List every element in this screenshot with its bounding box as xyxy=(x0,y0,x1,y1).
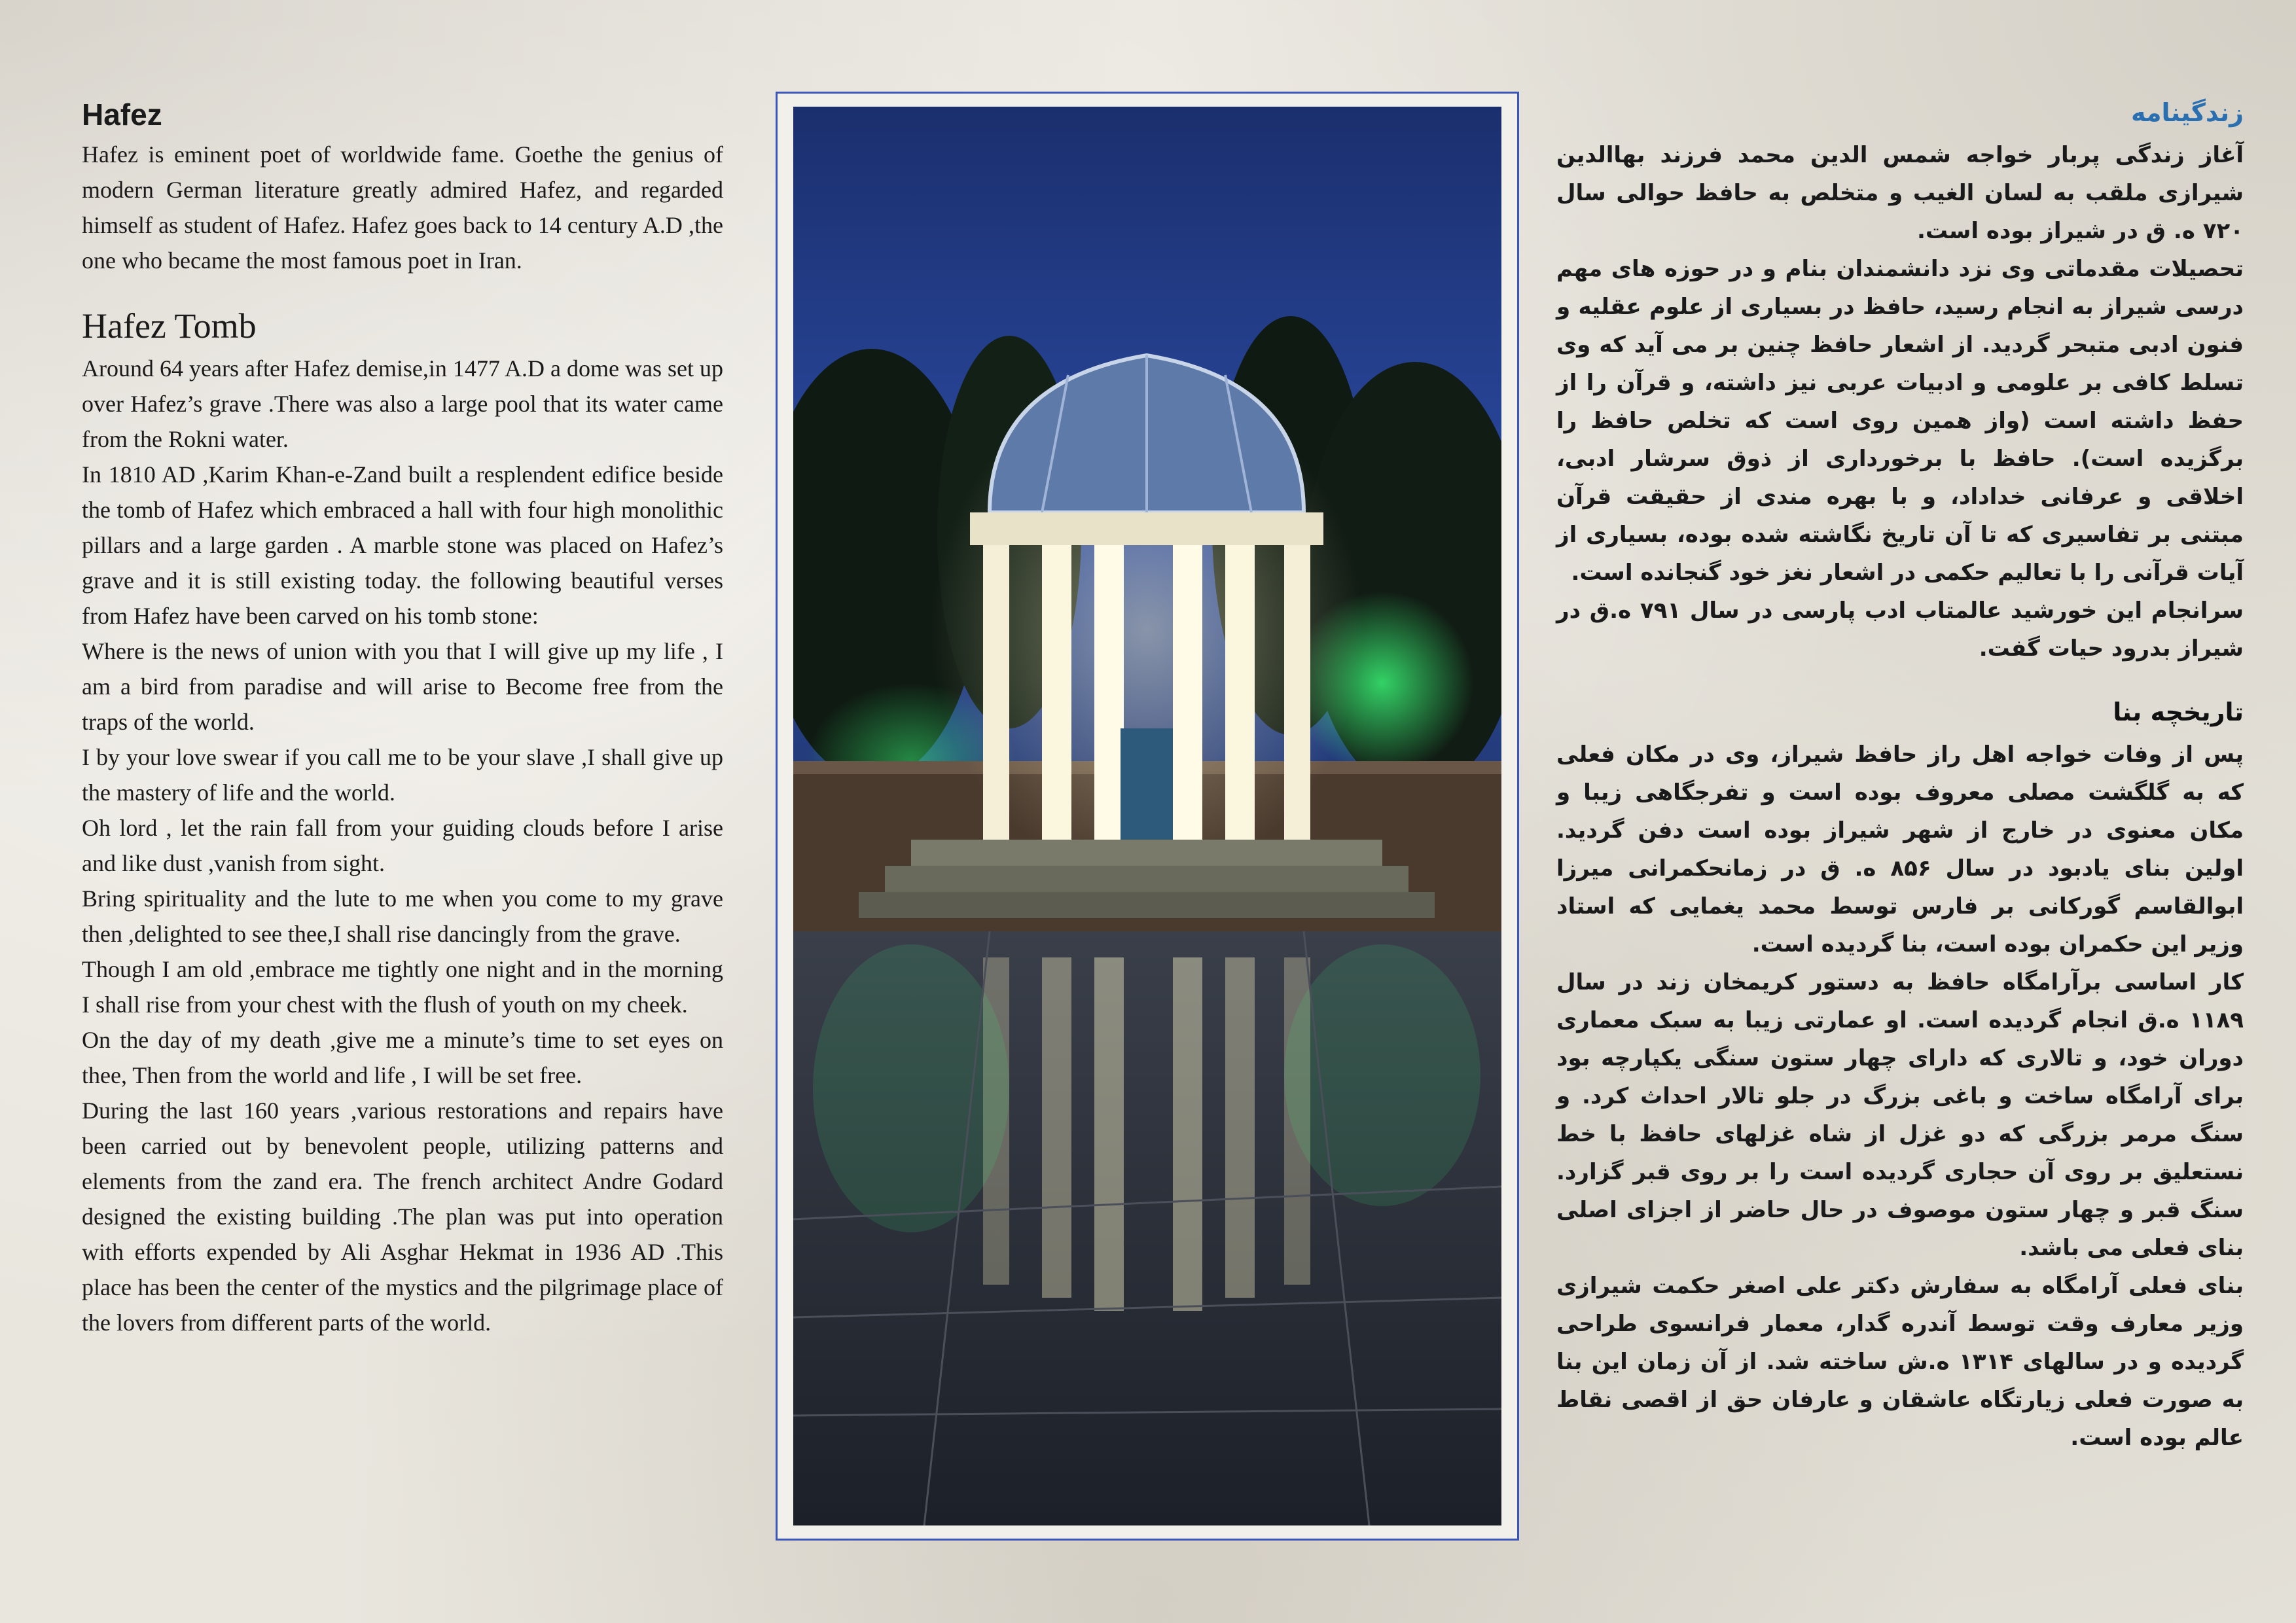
biography-title: زندگینامه xyxy=(2130,98,2244,127)
verse-paragraph: On the day of my death ,give me a minute’s time to set eyes on thee, Then from the world and life , I will be set free. xyxy=(82,1026,723,1088)
hafez-tomb-photo xyxy=(793,107,1501,1525)
verse-paragraph: Oh lord , let the rain fall from your guiding clouds before I arise and like dust ,vanish from sight. xyxy=(82,814,723,876)
hafez-paragraph: Hafez is eminent poet of worldwide fame. Goethe the genius of modern German literature greatly admired Hafez, and regarded himself as student of Hafez. Hafez goes back to 14 century A.D ,the one who became the most famous poet in Iran. xyxy=(82,141,723,274)
verse-paragraph: Bring spirituality and the lute to me when you come to my grave then ,delighted to see thee,I shall rise dancingly from the grave. xyxy=(82,885,723,947)
biography-paragraph: تحصیلات مقدماتی وی نزد دانشمندان بنام و در حوزه های مهم درسی شیراز به انجام رسید، حافظ در بسیاری از علوم عقلیه و فنون ادبی متبحر گردید. از اشعار حافظ چنین بر می آید که وی تسلط کافی بر علومی و ادبیات عربی نیز داشته، و قرآن را از حفظ داشته است (واز همین روی است که تخلص حافظ را برگزیده است). حافظ با برخورداری از ذوق سرشار ادبی، اخلاقی و عرفانی خداداد، و با بهره مندی از حقیقت قرآن مبتنی بر تفاسیری که تا آن تاریخ نگاشته شده بوده، بسیاری از آیات قرآنی را با تعالیم حکمی در اشعار نغز خود گنجانده است. xyxy=(1556,256,2244,586)
persian-column xyxy=(1556,98,2244,1457)
verse-paragraph: Where is the news of union with you that I will give up my life , I am a bird from paradise and will arise to Become free from the traps of the world. xyxy=(82,637,723,735)
tomb-paragraph: During the last 160 years ,various restorations and repairs have been carried out by benevolent people, utilizing patterns and elements from the zand era. The french architect Andre Godard designed the existing building .The plan was put into operation with efforts expended by Ali Asghar Hekmat in 1936 AD .This place has been the center of the mystics and the pilgrimage place of the lovers from different parts of the world. xyxy=(82,1097,723,1336)
tomb-paragraph: Around 64 years after Hafez demise,in 1477 A.D a dome was set up over Hafez’s grave .There was also a large pool that its water came from the Rokni water. xyxy=(82,355,723,452)
history-paragraph: بنای فعلی آرامگاه به سفارش دکتر علی اصغر حکمت شیرازی وزیر معارف وقت توسط آندره گدار، معمار فرانسوی طراحی گردیده و در سالهای ۱۳۱۴ ه.ش ساخته شد. از آن زمان این بنا به صورت فعلی زیارتگاه عاشقان و عارفان حق از اقصی نقاط عالم بوده است. xyxy=(1556,1273,2244,1451)
tomb-paragraph: In 1810 AD ,Karim Khan-e-Zand built a resplendent edifice beside the tomb of Hafez which embraced a hall with four high monolithic pillars and a large garden . A marble stone was placed on Hafez’s grave and it is still existing today. the following beautiful verses from Hafez have been carved on his tomb stone: xyxy=(82,461,723,629)
hafez-title: Hafez xyxy=(82,98,162,132)
photo-frame xyxy=(776,92,1519,1541)
biography-paragraph: سرانجام این خورشید عالمتاب ادب پارسی در سال ۷۹۱ ه.ق در شیراز بدرود حیات گفت. xyxy=(1556,597,2244,662)
building-history-title: تاریخچه بنا xyxy=(2113,698,2244,726)
verse-paragraph: Though I am old ,embrace me tightly one night and in the morning I shall rise from your chest with the flush of youth on my cheek. xyxy=(82,955,723,1018)
history-paragraph: پس از وفات خواجه اهل راز حافظ شیراز، وی در مکان فعلی که به گلگشت مصلی معروف بوده است و تفرجگاهی زیبا و مکان معنوی در خارج از شهر شیراز بوده است دفن گردید. اولین بنای یادبود در سال ۸۵۶ ه. ق در زمانحکمرانی میرزا ابوالقاسم گورکانی بر فارس توسط محمد یغمایی که استاد وزیر این حکمران بوده است، بنا گردیده است. xyxy=(1556,741,2244,957)
verse-paragraph: I by your love swear if you call me to be your slave ,I shall give up the mastery of life and the world. xyxy=(82,743,723,806)
biography-paragraph: آغاز زندگی پربار خواجه شمس الدین محمد فرزند بهاالدین شیرازی ملقب به لسان الغیب و متخلص به حافظ حوالی سال ۷۲۰ ه. ق در شیراز بوده است. xyxy=(1556,142,2244,244)
history-paragraph: کار اساسی برآرامگاه حافظ به دستور کریمخان زند در سال ۱۱۸۹ ه.ق انجام گردیده است. او عمارتی زیبا به سبک معماری دوران خود، و تالاری که دارای چهار ستون سنگی یکپارچه بود برای آرامگاه ساخت و باغی بزرگ در جلو تالار احداث کرد. و سنگ مرمر بزرگی که دو غزل از شاه غزلهای حافظ با خط نستعلیق بر روی آن حجاری گردیده است را بر روی قبر گزارد. سنگ قبر و چهار ستون موصوف در حال حاضر از اجزای اصلی بنای فعلی می باشد. xyxy=(1556,969,2244,1261)
english-column xyxy=(82,98,723,1340)
tomb-illustration xyxy=(793,107,1501,1525)
hafez-tomb-title: Hafez Tomb xyxy=(82,306,257,346)
